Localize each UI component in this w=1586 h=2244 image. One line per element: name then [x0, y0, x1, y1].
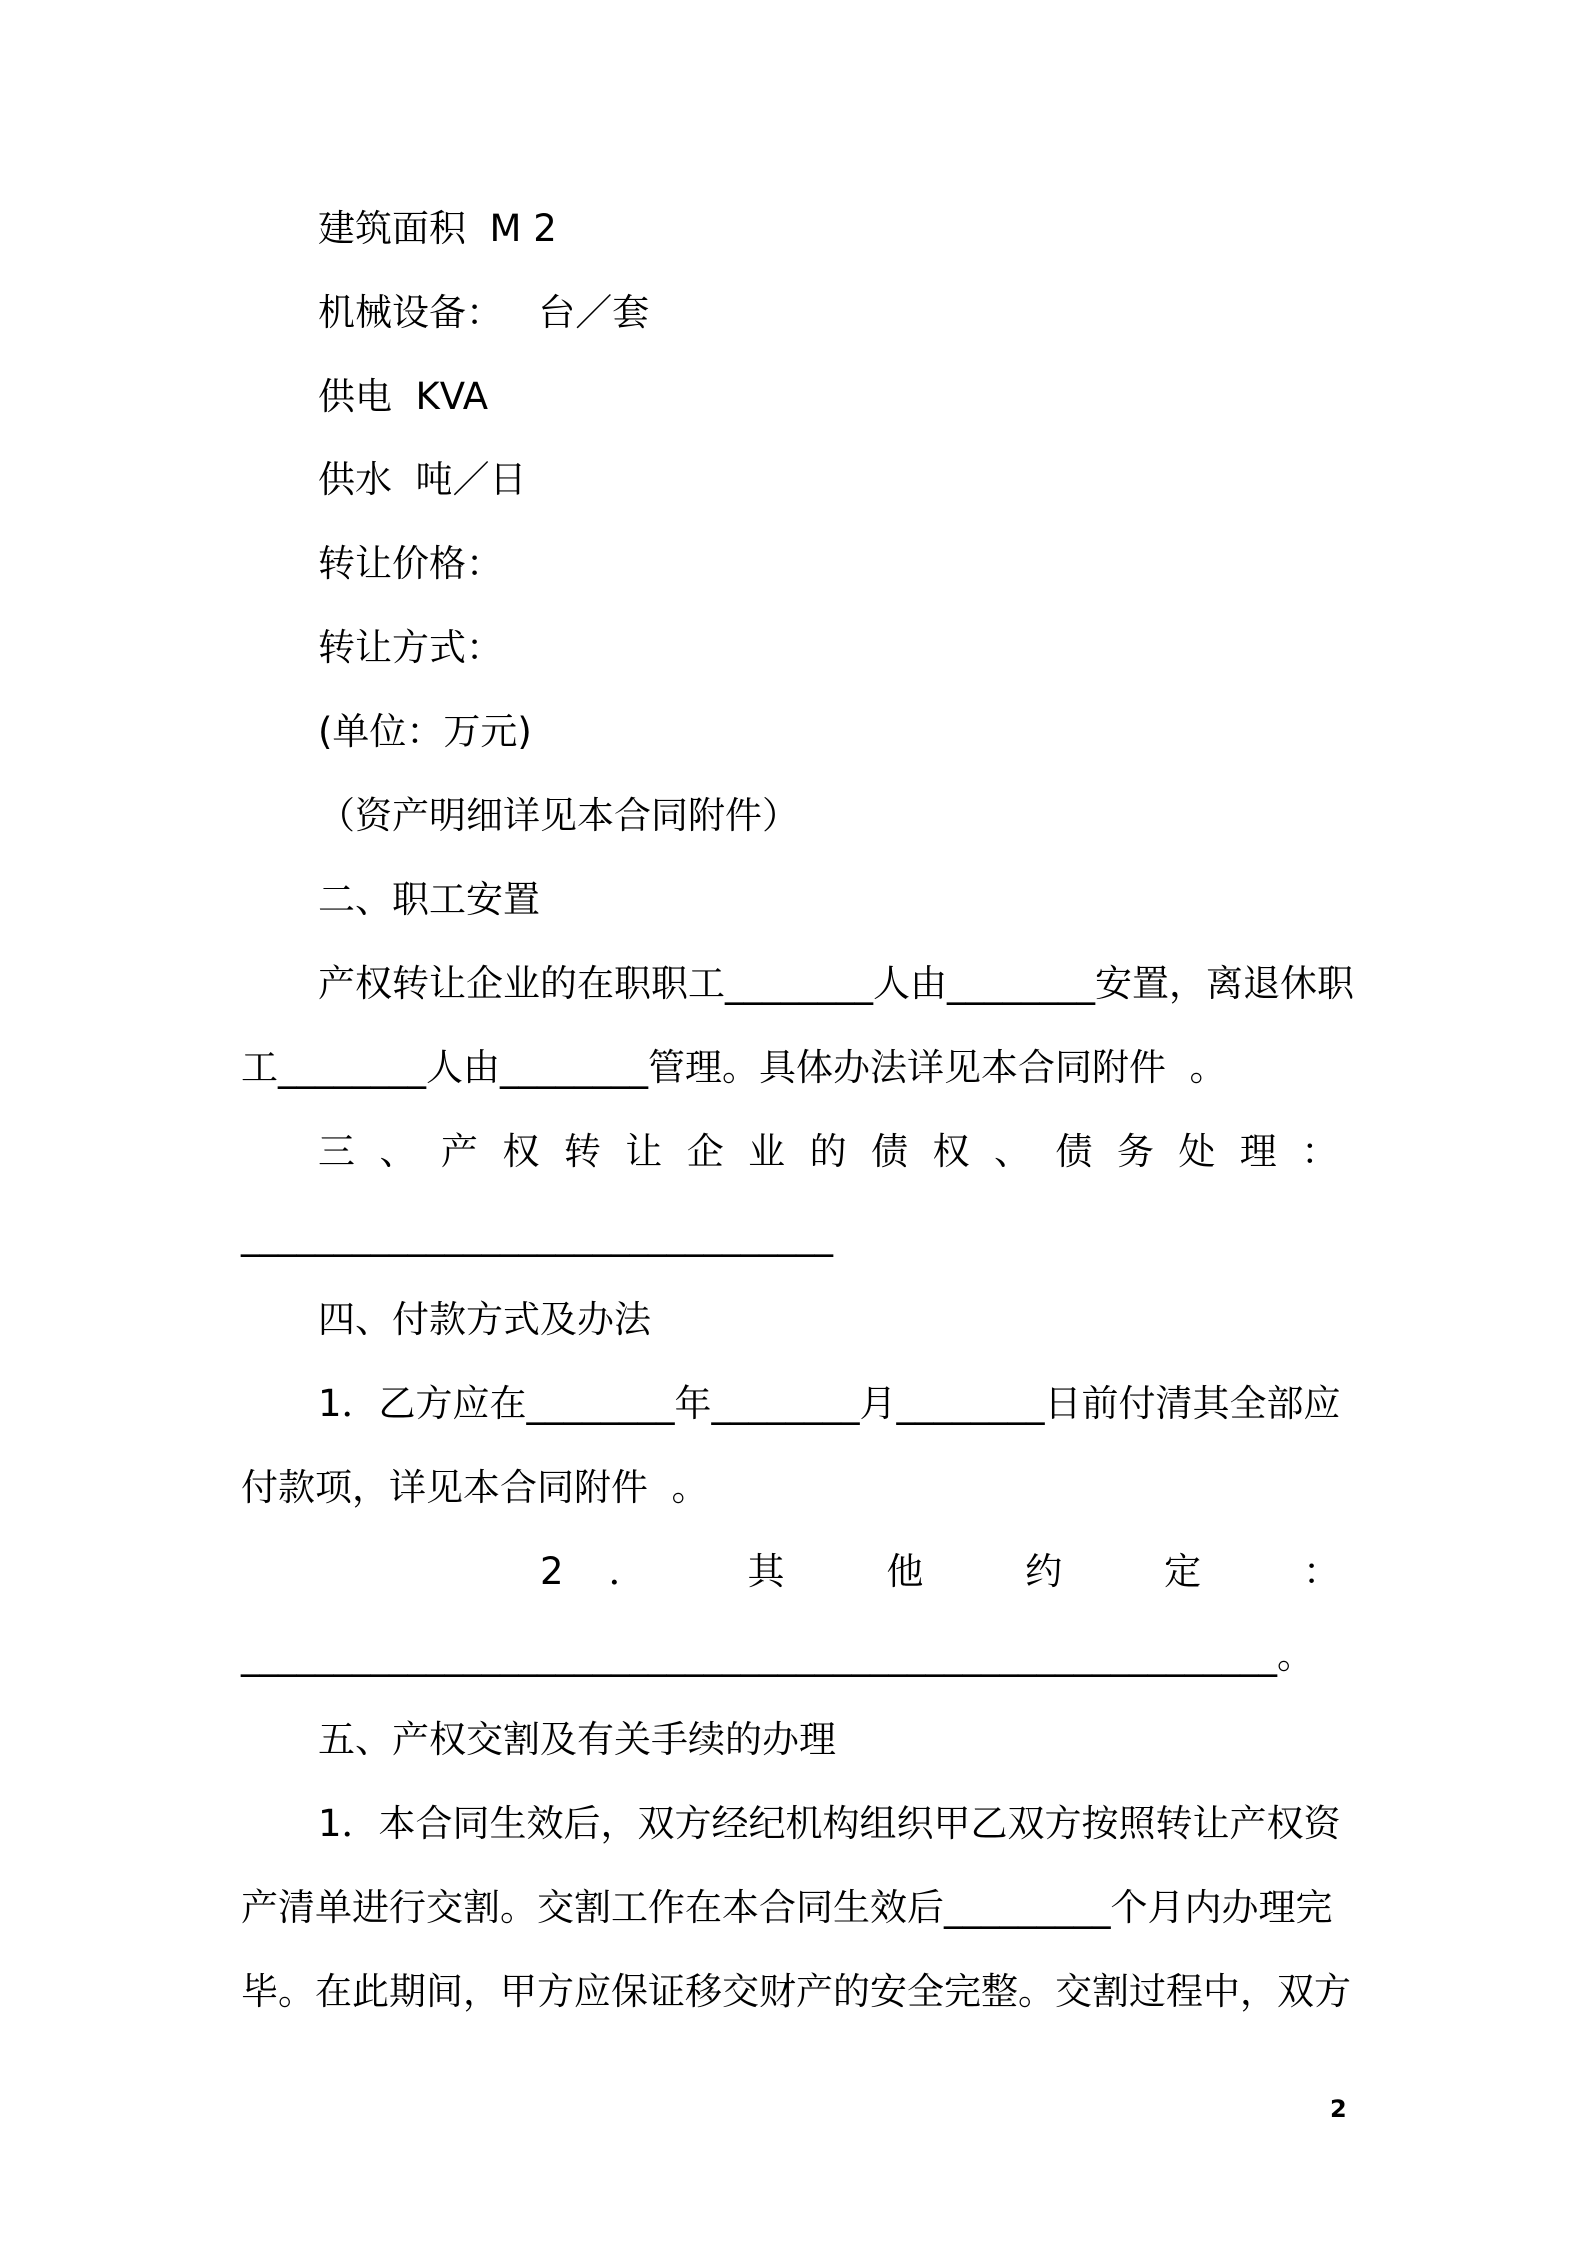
- label-char: ：: [1303, 1550, 1341, 1593]
- paragraph-line: 毕。在此期间，甲方应保证移交财产的安全完整。交割过程中，双方: [241, 1970, 1351, 2013]
- heading-char: 让: [625, 1130, 669, 1173]
- heading-char: 的: [809, 1130, 853, 1173]
- paragraph-line: 产权转让企业的在职职工________人由________安置，离退休职: [318, 962, 1354, 1005]
- section-heading-payment: 四、付款方式及办法: [318, 1298, 651, 1341]
- text-line-asset-details: （资产明细详见本合同附件）: [318, 794, 799, 837]
- other-agreements-label: [540, 1550, 1341, 1593]
- heading-char: 企: [686, 1130, 731, 1173]
- heading-char: 业: [748, 1130, 792, 1173]
- section-heading-debts: [318, 1130, 1339, 1173]
- blank-fill-line: ________________________________________________________。: [241, 1634, 1314, 1677]
- heading-char: 处: [1178, 1130, 1222, 1173]
- text-line-building-area: 建筑面积 M 2: [318, 207, 557, 250]
- heading-char: 债: [1055, 1130, 1099, 1173]
- heading-char: 转: [563, 1130, 608, 1173]
- text-line-transfer-price: 转让价格：: [318, 542, 503, 585]
- text-line-unit: (单位：万元): [318, 710, 532, 753]
- label-char: 其: [747, 1550, 830, 1593]
- paragraph-line: 工________人由________管理。具体办法详见本合同附件 。: [241, 1046, 1227, 1089]
- heading-char: 债: [871, 1130, 915, 1173]
- heading-char: 权: [502, 1130, 546, 1173]
- label-char: 约: [1025, 1550, 1108, 1593]
- heading-char: 、: [993, 1130, 1038, 1173]
- label-char: 定: [1164, 1550, 1247, 1593]
- text-line-transfer-method: 转让方式：: [318, 626, 503, 669]
- paragraph-line: 付款项，详见本合同附件 。: [241, 1466, 709, 1509]
- heading-char: 产: [440, 1130, 485, 1173]
- heading-char: 务: [1116, 1130, 1161, 1173]
- paragraph-line: 1．本合同生效后，双方经纪机构组织甲乙双方按照转让产权资: [318, 1802, 1341, 1845]
- page-number: 2: [1330, 2095, 1347, 2123]
- text-line-water-supply: 供水 吨／日: [318, 458, 527, 501]
- heading-char: 理: [1239, 1130, 1284, 1173]
- paragraph-line: 1．乙方应在________年________月________日前付清其全部应: [318, 1382, 1341, 1425]
- text-line-machinery: 机械设备： 台／套: [318, 291, 650, 334]
- section-heading-staff: 二、职工安置: [318, 878, 540, 921]
- heading-char: ：: [1301, 1130, 1339, 1173]
- heading-char: 、: [379, 1130, 423, 1173]
- label-char: 他: [886, 1550, 969, 1593]
- label-char: 2．: [540, 1550, 691, 1593]
- section-heading-handover: 五、产权交割及有关手续的办理: [318, 1718, 836, 1761]
- heading-char: 三: [318, 1130, 362, 1173]
- paragraph-line: 产清单进行交割。交割工作在本合同生效后_________个月内办理完: [241, 1886, 1333, 1929]
- text-line-power-supply: 供电 KVA: [318, 375, 489, 418]
- heading-char: 权: [932, 1130, 976, 1173]
- blank-fill-line: ________________________________: [241, 1214, 833, 1257]
